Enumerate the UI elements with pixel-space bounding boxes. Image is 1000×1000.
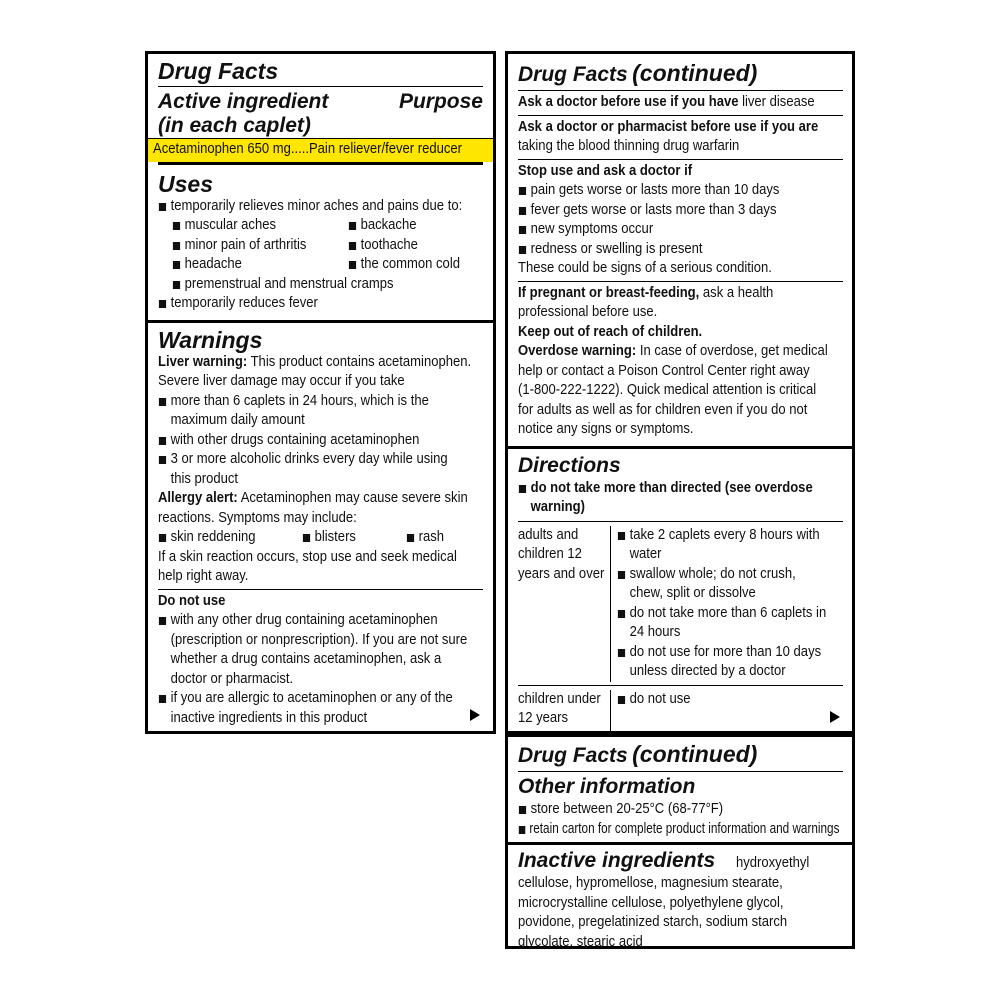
children-label: 12 years (518, 710, 569, 726)
drug-facts-title: Drug Facts (518, 744, 628, 767)
direction-text: swallow whole; do not crush, (629, 565, 796, 582)
continued-header-2 (518, 741, 843, 772)
stop-use-label: Stop use and ask a doctor if (518, 162, 693, 179)
liver-item (158, 450, 451, 489)
stop-note: These could be signs of a serious condition. (518, 260, 772, 276)
pregnant-text: ask a health (699, 284, 774, 301)
inactive-ingredients-heading: Inactive ingredients (518, 849, 716, 872)
liver-item (158, 431, 451, 451)
divider (518, 115, 843, 116)
uses-grid (158, 216, 483, 275)
active-ingredient-header (158, 90, 483, 138)
use-item: minor pain of arthritis (172, 236, 330, 256)
in-each-caplet: (in each caplet) (158, 114, 311, 137)
liver-item-text: 3 or more alcoholic drinks every day while using (170, 451, 448, 467)
use-item: backache (348, 216, 460, 236)
right-panel-top (505, 51, 855, 734)
purpose-label: Purpose (398, 90, 483, 113)
direction-text: unless directed by a doctor (629, 663, 786, 679)
adult-direction-item (617, 565, 826, 604)
dnu-text: doctor or pharmacist. (170, 670, 294, 687)
adults-label: children 12 (518, 546, 582, 562)
adults-label: years and over (518, 565, 605, 582)
use-item-full: premenstrual and menstrual cramps (172, 275, 452, 295)
overdose-line (518, 342, 828, 362)
use-reduces-fever: temporarily reduces fever (158, 294, 451, 314)
skin-reaction-text2: help right away. (158, 568, 249, 584)
ask-doctor-text: liver disease (738, 94, 815, 110)
direction-text: do not use for more than 10 days (629, 643, 822, 660)
do-not-use-label: Do not use (158, 592, 226, 609)
stop-item: pain gets worse or lasts more than 10 days (518, 181, 811, 201)
symptom-item: blisters (302, 528, 396, 548)
inactive-line: glycolate, stearic acid (518, 933, 643, 950)
symptom-item: skin reddening (158, 528, 288, 548)
continued-label: (continued) (632, 60, 758, 86)
liver-warning-text: This product contains acetaminophen. (247, 353, 472, 370)
stop-item: new symptoms occur (518, 220, 811, 240)
inactive-first: hydroxyethyl (735, 855, 809, 871)
dnu-text: inactive ingredients in this product (170, 709, 368, 726)
ask-pharm-text: taking the blood thinning drug warfarin (518, 138, 740, 154)
continued-label: (continued) (632, 741, 758, 767)
dnu-text: with any other drug containing acetaminophen (170, 612, 438, 628)
directions-row-children (518, 686, 843, 733)
pregnant-label: If pregnant or breast-feeding, (518, 284, 700, 301)
liver-warning-text2: Severe liver damage may occur if you take (158, 373, 405, 389)
directions-row-adults (518, 522, 843, 686)
inactive-line: povidone, pregelatinized starch, sodium starch (518, 914, 788, 930)
liver-item-text: with other drugs containing acetaminophen (170, 431, 420, 448)
overdose-text: for adults as well as for children even if you do not (518, 401, 808, 418)
children-label: children under (518, 690, 601, 707)
other-info-item: retain carton for complete product information and warnings (518, 820, 781, 840)
liver-item-text: this product (170, 470, 239, 487)
uses-col1 (172, 216, 348, 275)
allergy-alert-text: Acetaminophen may cause severe skin (237, 490, 468, 506)
stop-item: redness or swelling is present (518, 240, 811, 260)
inactive-section (508, 842, 852, 952)
liver-item-text: maximum daily amount (170, 412, 305, 428)
stop-item: fever gets worse or lasts more than 3 days (518, 201, 811, 221)
skin-reaction-text: If a skin reaction occurs, stop use and seek medical (158, 548, 457, 565)
direction-text: chew, split or dissolve (629, 585, 756, 601)
warnings-heading: Warnings (158, 326, 263, 353)
overdose-text: help or contact a Poison Control Center right away (518, 362, 810, 379)
children-label-cell (518, 690, 611, 733)
right-panel-bottom (505, 734, 855, 949)
ingredient-line: Acetaminophen 650 mg.....Pain reliever/fever reducer (153, 141, 463, 157)
inactive-line: microcrystalline cellulose, polyethylene glycol, (518, 894, 784, 911)
liver-item (158, 392, 451, 431)
uses-intro: temporarily relieves minor aches and pains due to: (158, 197, 451, 217)
warnings-section (148, 323, 493, 729)
use-item: the common cold (348, 255, 460, 275)
active-ingredient-label: Active ingredient (158, 90, 329, 113)
allergy-alert-line (158, 489, 468, 509)
adults-label: adults and (518, 526, 579, 543)
adult-direction-item (617, 526, 826, 565)
inactive-line: cellulose, hypromellose, magnesium stearate, (518, 875, 783, 891)
allergy-alert-label: Allergy alert: (158, 490, 238, 506)
continue-arrow-icon (470, 709, 480, 721)
directions-section (508, 446, 852, 733)
uses-col2 (348, 216, 472, 275)
continued-header (518, 60, 843, 91)
uses-heading: Uses (158, 170, 213, 197)
directions-heading: Directions (518, 453, 621, 477)
symptoms-row (158, 528, 483, 548)
dnu-text: (prescription or nonprescription). If you are not sure (170, 631, 468, 648)
use-item: toothache (348, 236, 460, 256)
overdose-label: Overdose warning: (518, 343, 637, 359)
overdose-text: notice any signs or symptoms. (518, 421, 694, 437)
ask-pharm-label: Ask a doctor or pharmacist before use if you are (518, 118, 819, 135)
overdose-text: In case of overdose, get medical (636, 343, 828, 359)
ask-doctor-line (518, 91, 815, 113)
liver-warning-line (158, 353, 472, 373)
drug-facts-title: Drug Facts (158, 58, 483, 87)
dnu-text: whether a drug contains acetaminophen, ask a (170, 651, 442, 667)
adults-items-cell (617, 526, 849, 682)
adult-direction-item (617, 604, 826, 643)
do-not-use-item (158, 611, 468, 689)
do-not-use-item (158, 689, 451, 728)
other-info-item: store between 20-25°C (68-77°F) (518, 800, 811, 820)
use-item: muscular aches (172, 216, 330, 236)
divider (158, 589, 483, 590)
overdose-text: (1-800-222-1222). Quick medical attention is critical (518, 382, 817, 398)
other-information-heading: Other information (518, 775, 696, 798)
keep-out-label: Keep out of reach of children. (518, 323, 703, 340)
allergy-alert-text2: reactions. Symptoms may include: (158, 509, 357, 526)
directions-intro-text: warning) (530, 499, 585, 515)
liver-item-text: more than 6 caplets in 24 hours, which is the (170, 392, 429, 409)
uses-section (148, 165, 493, 323)
use-item: headache (172, 255, 330, 275)
header-section (153, 58, 483, 165)
drug-facts-title: Drug Facts (518, 63, 628, 86)
pregnant-line (518, 284, 811, 304)
dnu-text: if you are allergic to acetaminophen or any of the (170, 690, 453, 706)
direction-text: do not take more than 6 caplets in (629, 604, 827, 621)
continue-arrow-icon (830, 711, 840, 723)
left-panel (145, 51, 496, 734)
inactive-first-line (518, 848, 843, 874)
adults-label-cell (518, 526, 611, 682)
symptom-item: rash (406, 528, 444, 548)
divider (518, 159, 843, 160)
pregnant-text2: professional before use. (518, 304, 658, 320)
directions-table (518, 521, 843, 733)
directions-intro-text: do not take more than directed (see overdose (530, 479, 813, 496)
adult-direction-item (617, 643, 826, 682)
children-items-cell (617, 690, 699, 733)
directions-intro (518, 479, 811, 518)
ask-doctor-label: Ask a doctor before use if you have (518, 94, 739, 110)
ingredient-line-wrap (148, 138, 493, 162)
children-direction-item: do not use (617, 690, 691, 710)
direction-text: 24 hours (629, 624, 681, 640)
divider (518, 281, 843, 282)
direction-text: water (629, 546, 662, 562)
liver-warning-label: Liver warning: (158, 353, 248, 370)
direction-text: take 2 caplets every 8 hours with (629, 526, 820, 543)
